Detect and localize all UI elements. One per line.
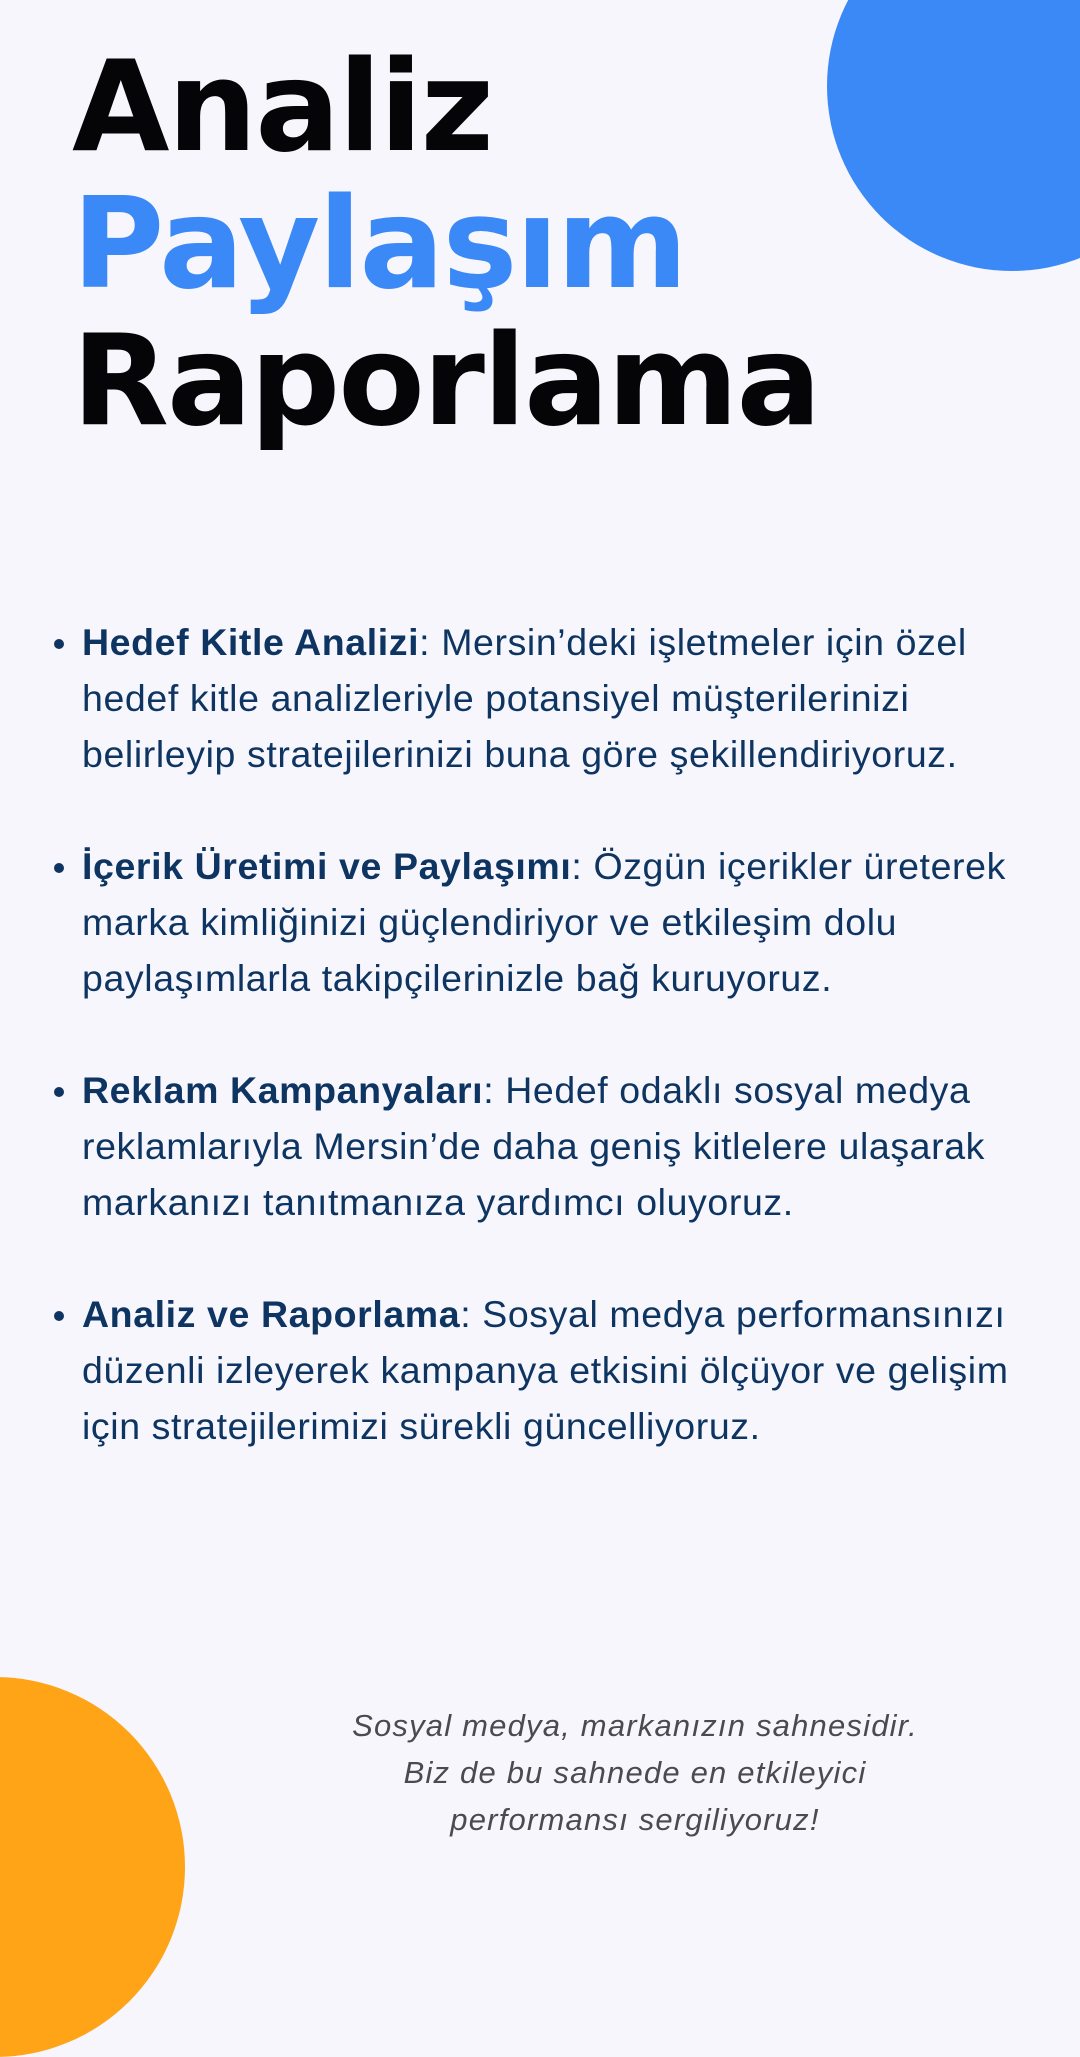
list-item bbox=[82, 1062, 1052, 1230]
page-title bbox=[72, 33, 820, 454]
decorative-orange-circle bbox=[0, 1677, 185, 2057]
title-line-paylasim: Paylaşım bbox=[72, 170, 686, 317]
list-item-text: : Hedef odaklı sosyal medya reklamlarıyla Mersin’de daha geniş kitlelere ulaşarak markanızı tanıtmanıza yardımcı oluyoruz. bbox=[82, 1069, 986, 1223]
quote-line: performansı sergiliyoruz! bbox=[450, 1802, 820, 1837]
list-item bbox=[82, 838, 1052, 1006]
title-line-analiz: Analiz bbox=[72, 33, 492, 180]
quote-line: Sosyal medya, markanızın sahnesidir. bbox=[352, 1708, 918, 1743]
list-item bbox=[82, 614, 1052, 782]
closing-quote bbox=[270, 1702, 1000, 1843]
list-item-title: Analiz ve Raporlama bbox=[82, 1293, 461, 1335]
list-item-text: : Sosyal medya performansınızı düzenli izleyerek kampanya etkisini ölçüyor ve gelişim için stratejilerimizi sürekli güncelliyoruz. bbox=[82, 1293, 1009, 1447]
list-item-title: Reklam Kampanyaları bbox=[82, 1069, 484, 1111]
list-item-text: : Mersin’deki işletmeler için özel hedef kitle analizleriyle potansiyel müşterilerinizi belirleyip stratejilerinizi buna göre şekillendiriyoruz. bbox=[82, 621, 967, 775]
service-list bbox=[82, 614, 1052, 1510]
decorative-blue-circle bbox=[827, 0, 1080, 271]
quote-line: Biz de bu sahnede en etkileyici bbox=[403, 1755, 867, 1790]
list-item-title: İçerik Üretimi ve Paylaşımı bbox=[82, 845, 572, 887]
list-item bbox=[82, 1286, 1052, 1454]
list-item-title: Hedef Kitle Analizi bbox=[82, 621, 420, 663]
list-item-text: : Özgün içerikler üreterek marka kimliğinizi güçlendiriyor ve etkileşim dolu paylaşımlarla takipçilerinizle bağ kuruyoruz. bbox=[82, 845, 1006, 999]
title-line-raporlama: Raporlama bbox=[72, 307, 820, 454]
